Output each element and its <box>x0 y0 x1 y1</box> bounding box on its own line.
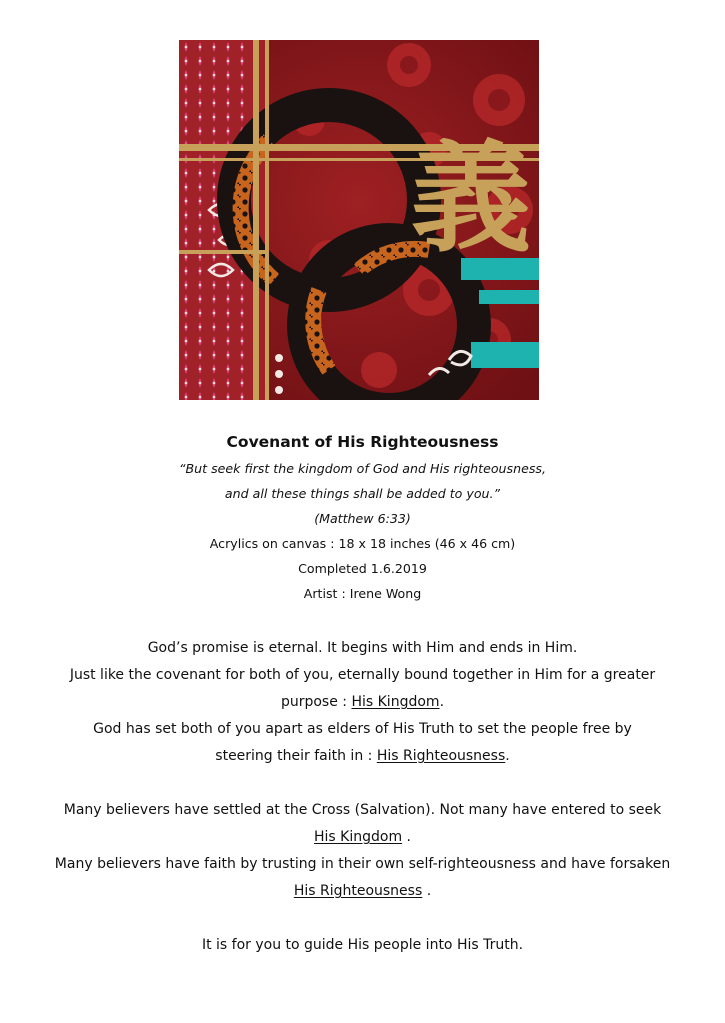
paragraph-2-line-3: Many believers have faith by trusting in their own self-righteousness and have forsaken <box>54 856 671 872</box>
paragraph-1-line-4: God has set both of you apart as elders of His Truth to set the people free by <box>93 721 632 737</box>
paragraph-1-line-3 <box>0 689 725 716</box>
paragraph-1-line-3-prefix: purpose : <box>280 694 352 710</box>
dedication-text <box>0 635 725 959</box>
paragraph-1-line-3-suffix: . <box>439 694 445 710</box>
paragraph-3-line-1: It is for you to guide His people into His Truth. <box>201 937 524 953</box>
painting-image <box>179 40 539 400</box>
quote-line-1: “But seek first the kingdom of God and His righteousness, <box>179 461 546 476</box>
artwork-medium: Acrylics on canvas : 18 x 18 inches (46 x 46 cm) <box>209 536 516 551</box>
paragraph-1-line-5-suffix: . <box>505 748 510 764</box>
paragraph-1-line-5 <box>0 743 725 770</box>
paragraph-2-line-2 <box>0 824 725 851</box>
paragraph-2-line-4 <box>0 878 725 905</box>
artwork-caption <box>0 428 725 606</box>
paragraph-2-line-4-suffix: . <box>422 883 432 899</box>
paragraph-1-line-5-prefix: steering their faith in : <box>215 748 377 764</box>
scripture-reference: (Matthew 6:33) <box>314 511 411 526</box>
his-righteousness-link-2[interactable]: His Righteousness <box>293 883 423 899</box>
calligraphy-glyph: 義 <box>411 130 531 269</box>
his-kingdom-link[interactable]: His Kingdom <box>351 694 440 710</box>
paragraph-2-line-1: Many believers have settled at the Cross (Salvation). Not many have entered to seek <box>63 802 662 818</box>
paragraph-1-line-1: God’s promise is eternal. It begins with Him and ends in Him. <box>147 640 578 656</box>
paragraph-spacer <box>0 770 725 797</box>
paragraph-2-line-2-suffix: . <box>402 829 411 845</box>
his-righteousness-link[interactable]: His Righteousness <box>376 748 506 764</box>
paragraph-1-line-2: Just like the covenant for both of you, eternally bound together in Him for a greater <box>69 667 656 683</box>
his-kingdom-link-2[interactable]: His Kingdom <box>314 829 403 845</box>
artist-credit: Artist : Irene Wong <box>303 586 422 601</box>
completion-date: Completed 1.6.2019 <box>298 561 427 576</box>
quote-line-2: and all these things shall be added to you.” <box>224 486 501 501</box>
artwork-title: Covenant of His Righteousness <box>226 433 499 451</box>
paragraph-spacer <box>0 905 725 932</box>
